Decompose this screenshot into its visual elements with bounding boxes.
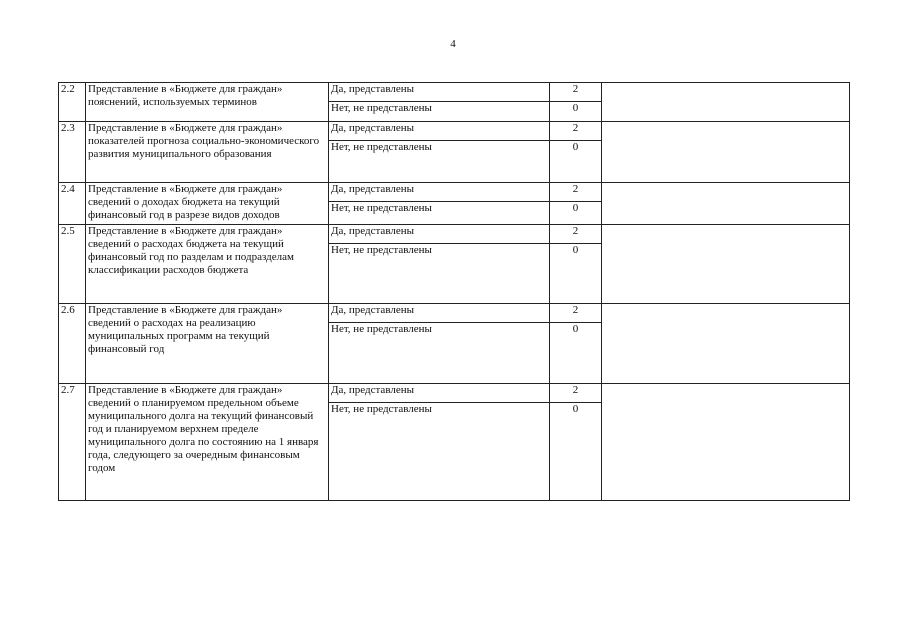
notes-cell [602, 384, 850, 501]
notes-cell [602, 225, 850, 304]
criterion-number: 2.3 [59, 122, 86, 183]
score-no: 0 [550, 141, 602, 183]
criterion-description: Представление в «Бюджете для граждан» сведений о расходах бюджета на текущий финансовый год по разделам и подразделам классификации расходов бюджета [86, 225, 329, 304]
option-yes: Да, представлены [329, 384, 550, 403]
score-yes: 2 [550, 83, 602, 102]
option-yes: Да, представлены [329, 122, 550, 141]
score-no: 0 [550, 403, 602, 501]
score-yes: 2 [550, 304, 602, 323]
table-row [59, 122, 850, 141]
criterion-description: Представление в «Бюджете для граждан» сведений о расходах на реализацию муниципальных программ на текущий финансовый год [86, 304, 329, 384]
option-yes: Да, представлены [329, 225, 550, 244]
criterion-number: 2.4 [59, 183, 86, 225]
option-no: Нет, не представлены [329, 202, 550, 225]
criterion-description: Представление в «Бюджете для граждан» сведений о доходах бюджета на текущий финансовый год в разрезе видов доходов [86, 183, 329, 225]
criterion-description: Представление в «Бюджете для граждан» сведений о планируемом предельном объеме муниципального долга на текущий финансовый год и планируемом верхнем пределе муниципального долга по состоянию на 1 января года, следующего за очередным финансовым годом [86, 384, 329, 501]
page-number: 4 [450, 38, 456, 50]
table-row [59, 83, 850, 102]
criterion-description: Представление в «Бюджете для граждан» пояснений, используемых терминов [86, 83, 329, 122]
option-yes: Да, представлены [329, 304, 550, 323]
table-row [59, 304, 850, 323]
criterion-description: Представление в «Бюджете для граждан» показателей прогноза социально-экономического развития муниципального образования [86, 122, 329, 183]
notes-cell [602, 83, 850, 122]
notes-cell [602, 304, 850, 384]
notes-cell [602, 122, 850, 183]
criterion-number: 2.6 [59, 304, 86, 384]
criterion-number: 2.7 [59, 384, 86, 501]
score-yes: 2 [550, 384, 602, 403]
option-yes: Да, представлены [329, 83, 550, 102]
option-no: Нет, не представлены [329, 141, 550, 183]
criteria-table [58, 82, 850, 501]
score-no: 0 [550, 323, 602, 384]
score-no: 0 [550, 244, 602, 304]
criterion-number: 2.2 [59, 83, 86, 122]
option-no: Нет, не представлены [329, 323, 550, 384]
criterion-number: 2.5 [59, 225, 86, 304]
table-row [59, 384, 850, 403]
table-row [59, 225, 850, 244]
score-yes: 2 [550, 122, 602, 141]
score-yes: 2 [550, 183, 602, 202]
option-no: Нет, не представлены [329, 102, 550, 122]
option-no: Нет, не представлены [329, 244, 550, 304]
option-yes: Да, представлены [329, 183, 550, 202]
score-no: 0 [550, 102, 602, 122]
notes-cell [602, 183, 850, 225]
table-row [59, 183, 850, 202]
option-no: Нет, не представлены [329, 403, 550, 501]
score-no: 0 [550, 202, 602, 225]
score-yes: 2 [550, 225, 602, 244]
